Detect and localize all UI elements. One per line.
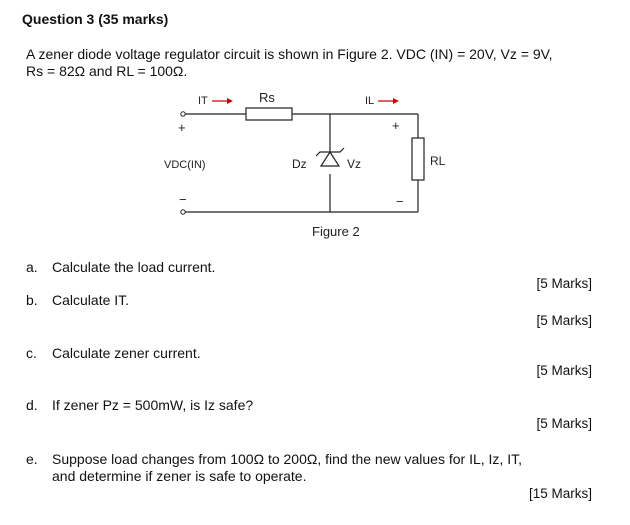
question-c-text: Calculate zener current.	[52, 345, 201, 361]
question-c-marks: [5 Marks]	[536, 363, 592, 378]
vdc-label: VDC(IN)	[164, 159, 206, 171]
question-d-text: If zener Pz = 500mW, is Iz safe?	[52, 397, 254, 413]
plus-left: +	[178, 120, 186, 135]
rs-label: Rs	[259, 90, 275, 105]
zener-regulator-circuit	[150, 84, 480, 250]
question-d-marks: [5 Marks]	[536, 416, 592, 431]
question-title: Question 3 (35 marks)	[22, 11, 169, 27]
question-b-letter: b.	[26, 292, 38, 308]
question-e-marks: [15 Marks]	[528, 486, 592, 501]
question-a-marks: [5 Marks]	[536, 276, 592, 291]
rl-resistor	[412, 138, 424, 180]
input-terminal-negative	[181, 210, 185, 214]
rs-resistor	[246, 108, 292, 120]
question-e-text-line-2: and determine if zener is safe to operate.	[52, 468, 307, 484]
question-b-text: Calculate IT.	[52, 292, 130, 308]
plus-right: +	[392, 118, 400, 133]
il-label: IL	[365, 95, 375, 107]
intro-text	[26, 46, 553, 80]
question-b-marks: [5 Marks]	[536, 313, 592, 328]
input-terminal-positive	[181, 112, 185, 116]
it-label: IT	[198, 95, 208, 107]
minus-left: −	[179, 192, 187, 207]
minus-right: −	[396, 194, 404, 209]
dz-label: Dz	[292, 157, 307, 171]
intro-line-2: Rs = 82Ω and RL = 100Ω.	[26, 63, 188, 79]
question-a-letter: a.	[26, 259, 38, 275]
question-c-letter: c.	[26, 345, 37, 361]
figure-caption: Figure 2	[312, 224, 360, 239]
vz-label: Vz	[347, 157, 362, 171]
question-d-letter: d.	[26, 397, 38, 413]
question-e-letter: e.	[26, 451, 38, 467]
rl-label: RL	[430, 154, 446, 168]
intro-line-1: A zener diode voltage regulator circuit is shown in Figure 2. VDC (IN) = 20V, Vz = 9V,	[26, 46, 553, 62]
question-e-text: Suppose load changes from 100Ω to 200Ω, find the new values for IL, Iz, IT,	[52, 451, 522, 467]
question-a-text: Calculate the load current.	[52, 259, 216, 275]
